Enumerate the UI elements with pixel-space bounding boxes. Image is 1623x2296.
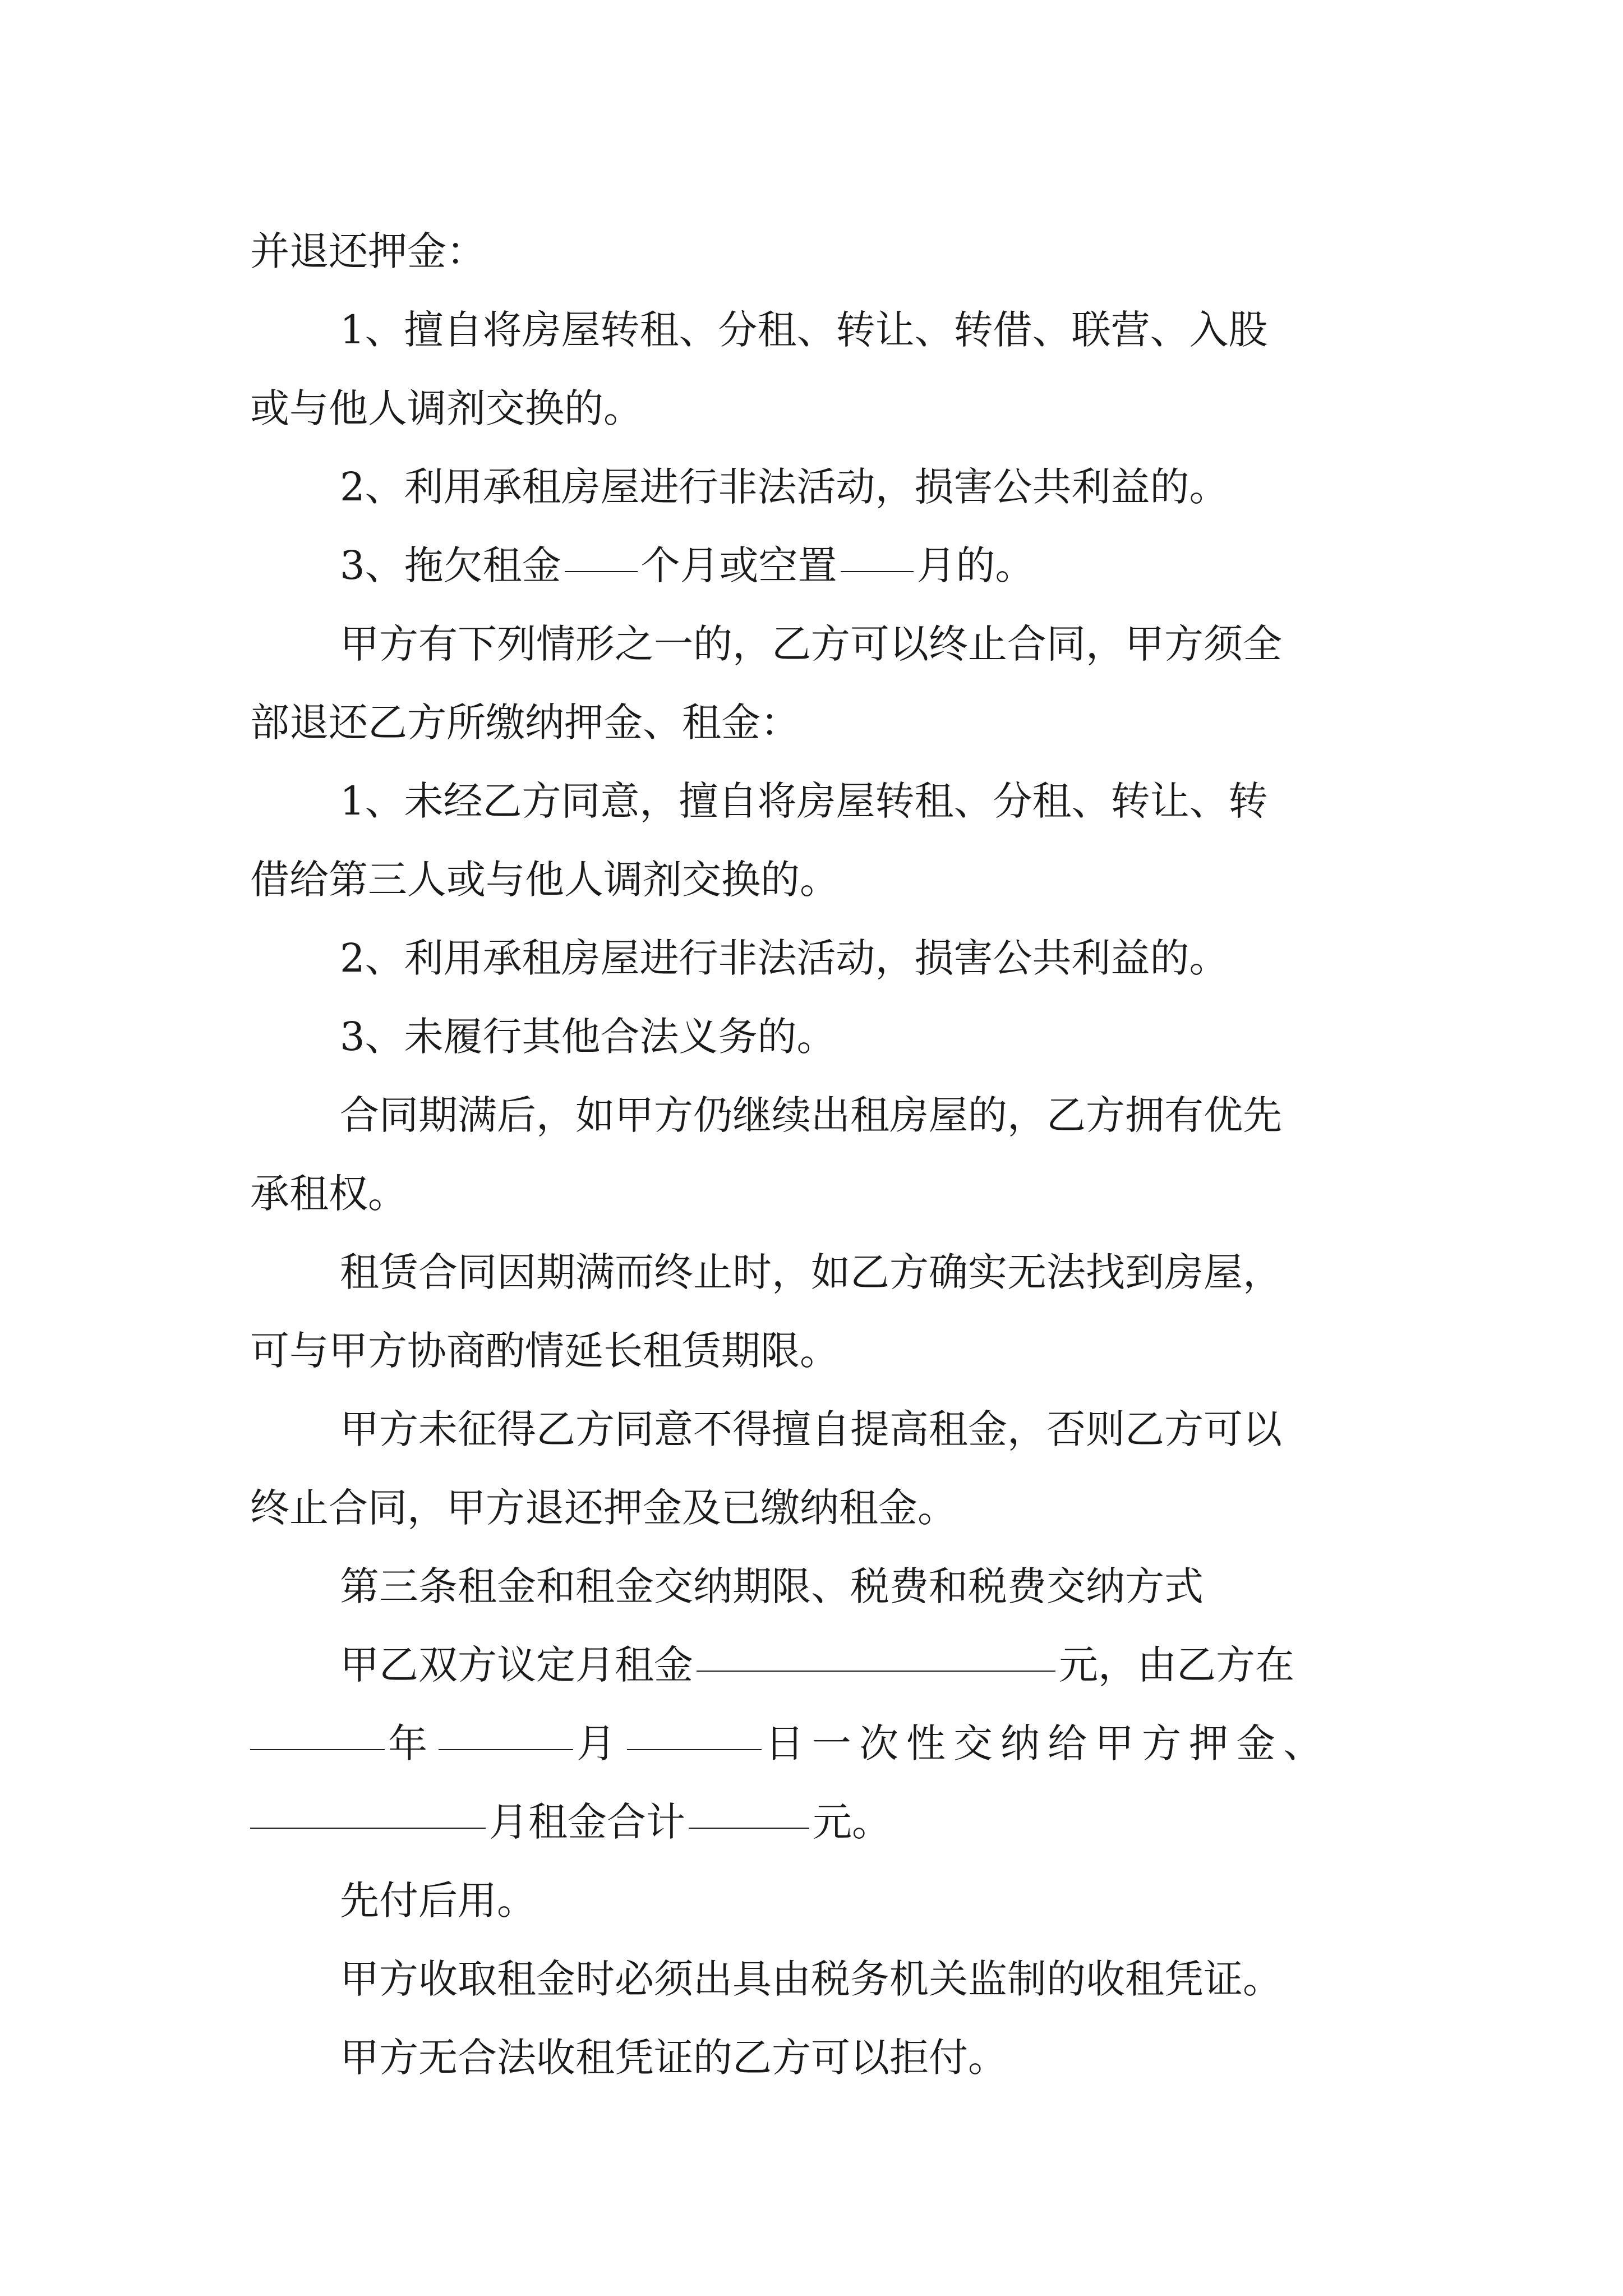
fill-in-blank	[697, 1670, 1055, 1672]
line-text: 先付后用。	[340, 1878, 536, 1924]
paragraph-line	[250, 1626, 1400, 1704]
paragraph-line	[250, 683, 1400, 762]
fill-in-blank	[841, 570, 914, 572]
paragraph-line	[250, 840, 1400, 919]
paragraph-line	[250, 448, 1400, 526]
line-text: 日一次性交纳给甲方押金、	[765, 1720, 1330, 1766]
paragraph-line	[250, 291, 1400, 369]
paragraph-line	[250, 997, 1400, 1076]
paragraph-line	[250, 1076, 1400, 1154]
fill-in-blank	[250, 1827, 486, 1829]
line-text: 月的。	[916, 542, 1035, 588]
line-text: 借给第三人或与他人调剂交换的。	[250, 857, 839, 903]
line-text: 甲方无合法收租凭证的乙方可以拒付。	[340, 2035, 1007, 2081]
line-text: 3、未履行其他合法义务的。	[340, 1014, 836, 1060]
line-text: 租赁合同因期满而终止时，如乙方确实无法找到房屋，	[340, 1249, 1282, 1295]
fill-in-blank	[689, 1827, 809, 1829]
line-text: 承租权。	[250, 1171, 407, 1217]
paragraph-line	[250, 1783, 1400, 1861]
line-text: 甲方收取租金时必须出具由税务机关监制的收租凭证。	[340, 1956, 1282, 2002]
paragraph-line	[250, 1390, 1400, 1469]
line-text: 第三条租金和租金交纳期限、税费和税费交纳方式	[340, 1563, 1204, 1609]
line-text: 年	[388, 1720, 435, 1766]
paragraph-line	[250, 369, 1400, 448]
line-text: 2、利用承租房屋进行非法活动，损害公共利益的。	[340, 464, 1229, 510]
line-text: 3、拖欠租金	[340, 542, 561, 588]
line-text: 元，由乙方在	[1059, 1642, 1294, 1688]
line-text: 月租金合计	[489, 1799, 685, 1845]
line-text: 1、未经乙方同意，擅自将房屋转租、分租、转让、转	[340, 778, 1268, 824]
fill-in-blank	[627, 1749, 762, 1750]
fill-in-blank	[565, 570, 638, 572]
paragraph-line	[250, 1704, 1400, 1783]
line-text: 甲乙双方议定月租金	[340, 1642, 693, 1688]
line-text: 合同期满后，如甲方仍继续出租房屋的，乙方拥有优先	[340, 1092, 1282, 1138]
line-text: 甲方有下列情形之一的，乙方可以终止合同，甲方须全	[340, 621, 1282, 667]
paragraph-line	[250, 1154, 1400, 1233]
line-text: 终止合同，甲方退还押金及已缴纳租金。	[250, 1485, 957, 1531]
line-text: 月	[577, 1720, 624, 1766]
section-heading	[250, 1547, 1400, 1626]
paragraph-line	[250, 1940, 1400, 2018]
paragraph-line	[250, 605, 1400, 683]
fill-in-blank	[439, 1749, 573, 1750]
line-text: 个月或空置	[640, 542, 837, 588]
line-text: 甲方未征得乙方同意不得擅自提高租金，否则乙方可以	[340, 1406, 1282, 1452]
paragraph-line	[250, 1312, 1400, 1390]
line-text: 2、利用承租房屋进行非法活动，损害公共利益的。	[340, 935, 1229, 981]
line-text: 或与他人调剂交换的。	[250, 385, 643, 431]
paragraph-line	[250, 919, 1400, 997]
paragraph-line	[250, 1861, 1400, 1940]
paragraph-line	[250, 526, 1400, 605]
line-text: 可与甲方协商酌情延长租赁期限。	[250, 1328, 839, 1374]
paragraph-line	[250, 212, 1400, 291]
line-text: 元。	[813, 1799, 891, 1845]
line-text: 部退还乙方所缴纳押金、租金：	[250, 700, 800, 746]
fill-in-blank	[250, 1749, 385, 1750]
paragraph-line	[250, 1233, 1400, 1312]
paragraph-line	[250, 2018, 1400, 2097]
paragraph-line	[250, 762, 1400, 840]
document-body	[250, 212, 1400, 2097]
paragraph-line	[250, 1469, 1400, 1547]
line-text: 并退还押金：	[250, 228, 486, 274]
line-text: 1、擅自将房屋转租、分租、转让、转借、联营、入股	[340, 307, 1268, 353]
